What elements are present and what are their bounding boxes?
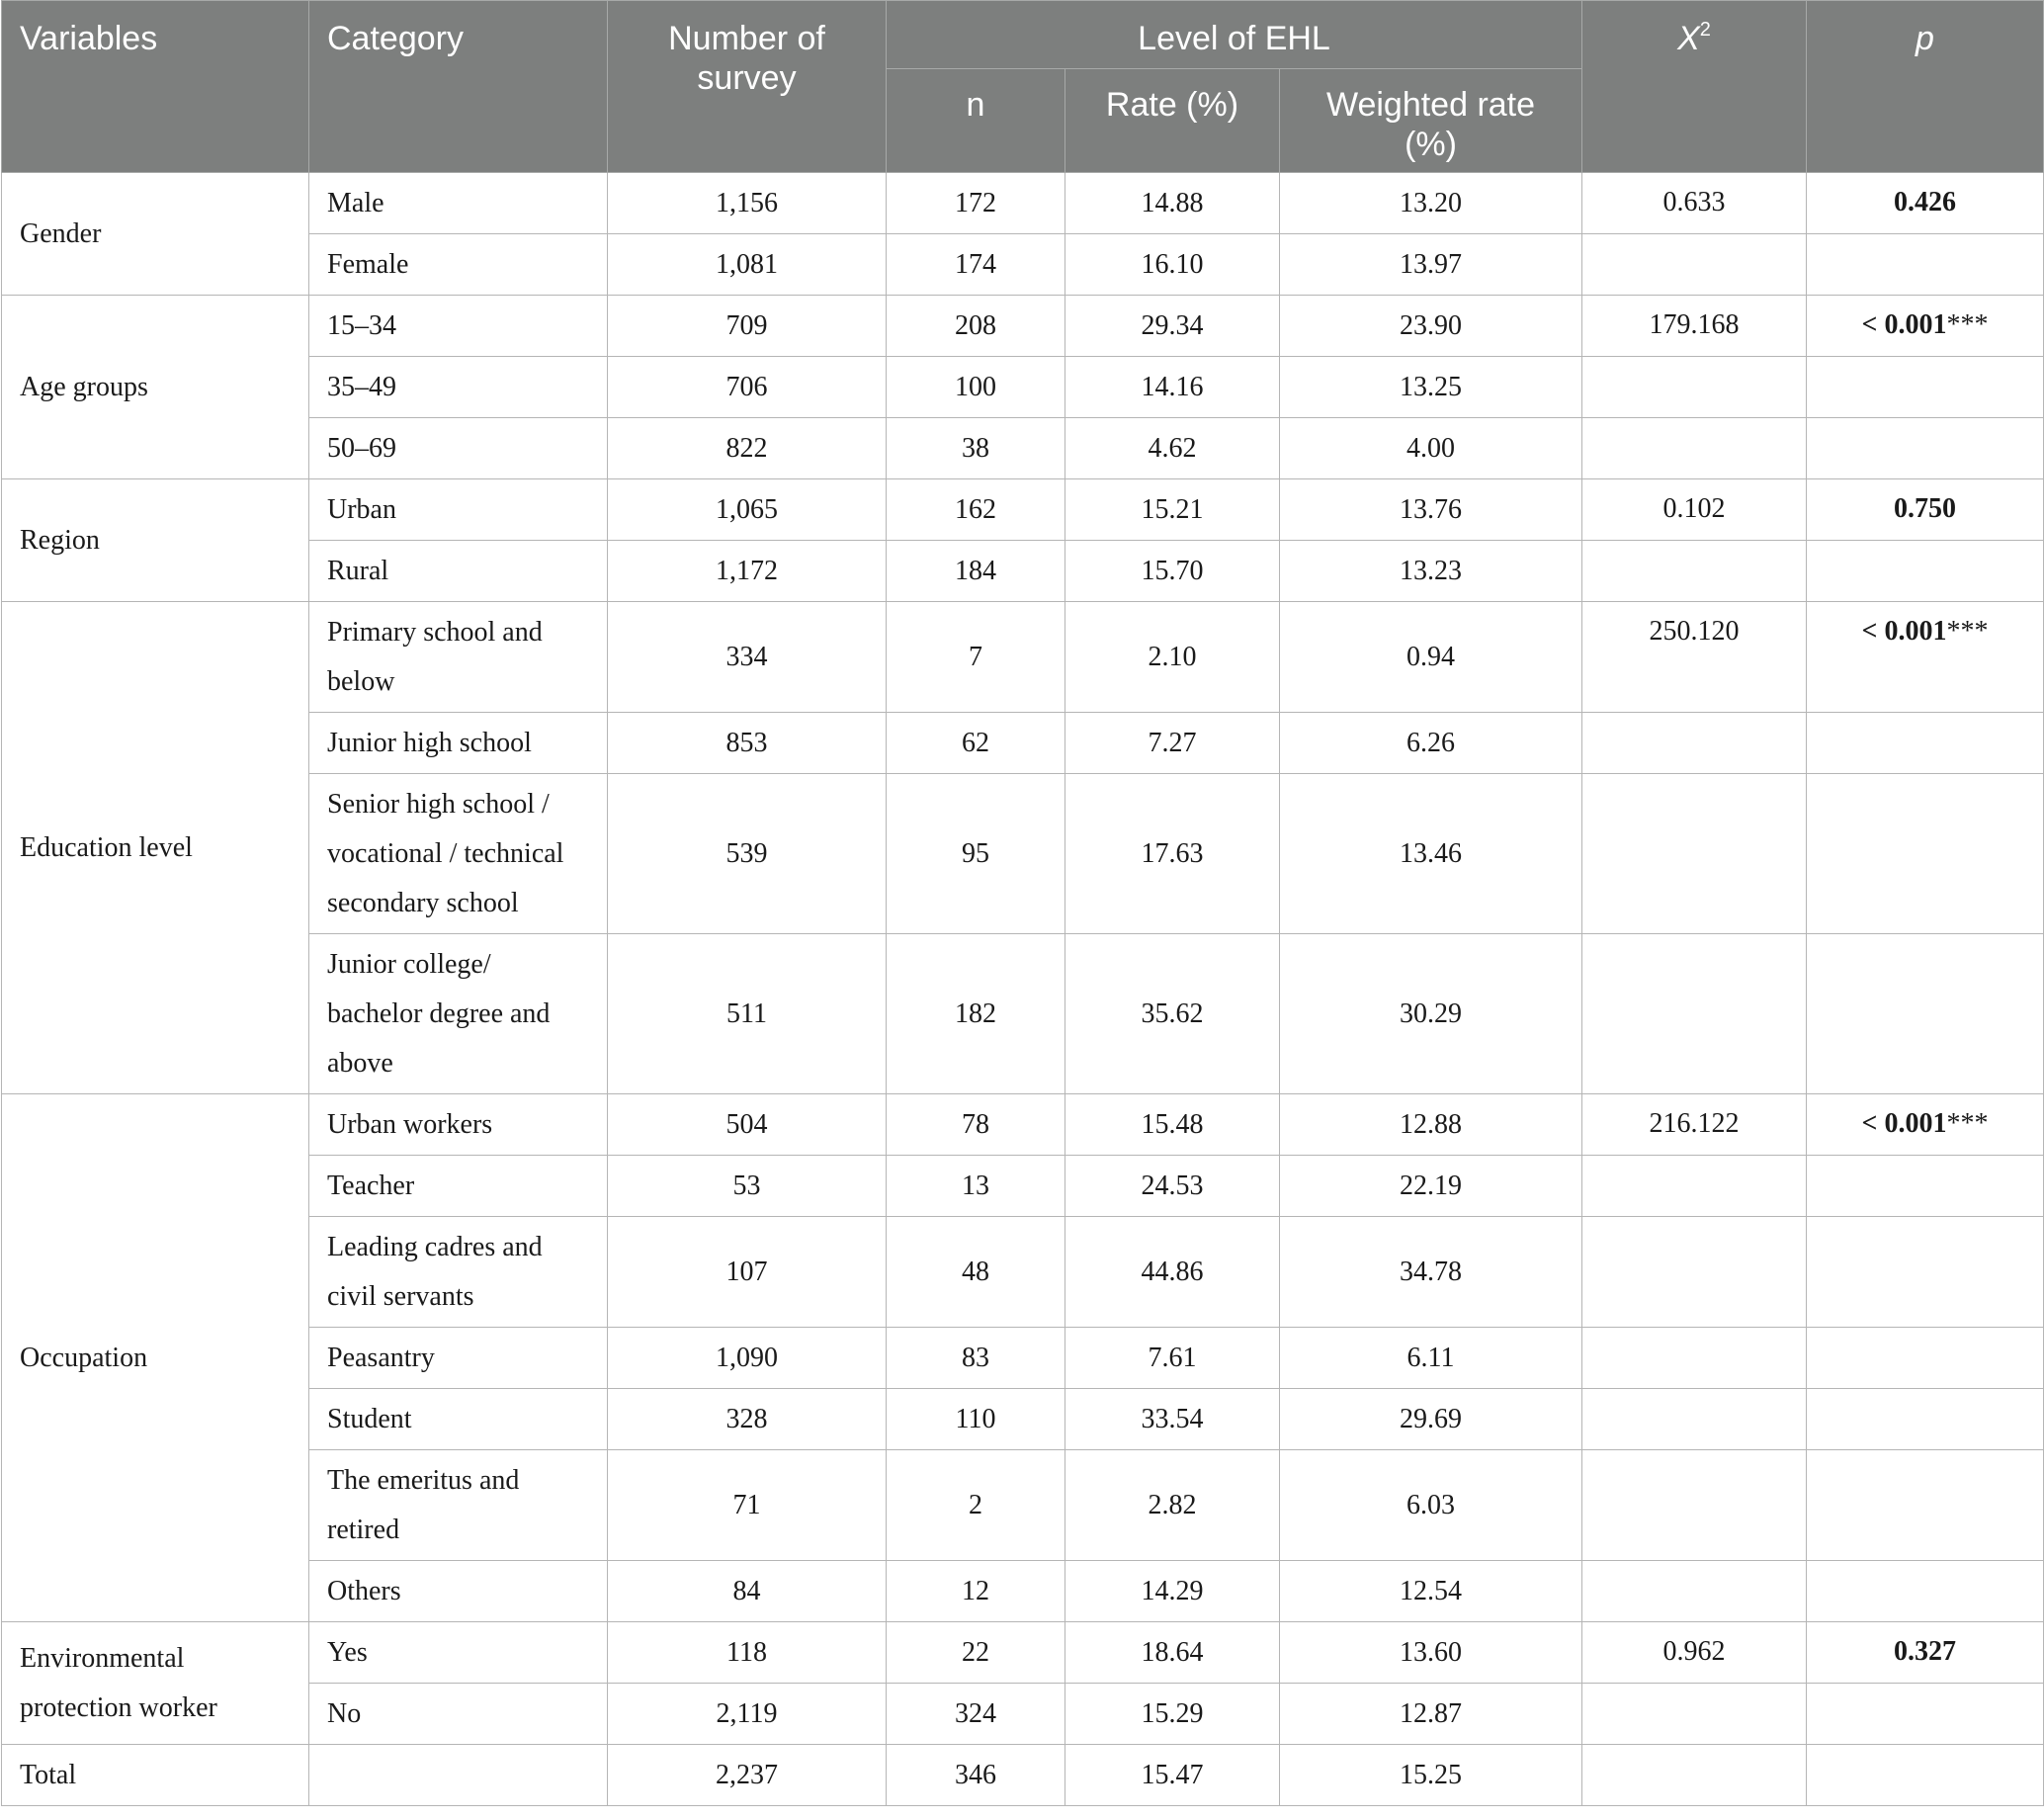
chi-square-cell: 0.633	[1582, 173, 1807, 234]
ehl-n-cell: 62	[887, 713, 1065, 774]
empty-cell	[1807, 1389, 2044, 1450]
ehl-n-cell: 83	[887, 1328, 1065, 1389]
p-value-cell	[1807, 1622, 2044, 1684]
col-header-level-of-ehl: Level of EHL	[887, 1, 1582, 69]
total-survey-cell: 2,237	[608, 1745, 887, 1806]
empty-cell	[1582, 934, 1807, 1094]
survey-count-cell: 1,156	[608, 173, 887, 234]
category-cell: Student	[309, 1389, 608, 1450]
empty-cell	[1582, 1561, 1807, 1622]
category-cell: Others	[309, 1561, 608, 1622]
table-row	[2, 1094, 2044, 1156]
ehl-n-cell: 2	[887, 1450, 1065, 1561]
empty-cell	[1807, 934, 2044, 1094]
survey-count-cell: 334	[608, 602, 887, 713]
ehl-rate-cell: 15.70	[1065, 541, 1280, 602]
chi-square-cell: 179.168	[1582, 296, 1807, 357]
empty-cell	[1807, 1745, 2044, 1806]
table-row	[2, 1622, 2044, 1684]
category-cell: Rural	[309, 541, 608, 602]
table-header	[2, 1, 2044, 173]
chi-square-cell: 216.122	[1582, 1094, 1807, 1156]
ehl-n-cell: 172	[887, 173, 1065, 234]
survey-count-cell: 822	[608, 418, 887, 479]
ehl-n-cell: 13	[887, 1156, 1065, 1217]
empty-cell	[1807, 1328, 2044, 1389]
p-value-cell	[1807, 296, 2044, 357]
category-cell: Urban workers	[309, 1094, 608, 1156]
col-header-p: p	[1807, 1, 2044, 173]
ehl-rate-cell: 14.88	[1065, 173, 1280, 234]
category-cell: Leading cadres and civil servants	[309, 1217, 608, 1328]
category-cell: Primary school and below	[309, 602, 608, 713]
empty-cell	[1807, 1217, 2044, 1328]
weighted-rate-cell: 12.88	[1280, 1094, 1582, 1156]
variable-cell: Gender	[2, 173, 309, 296]
category-cell: Yes	[309, 1622, 608, 1684]
category-cell: 35–49	[309, 357, 608, 418]
ehl-n-cell: 110	[887, 1389, 1065, 1450]
category-cell: Female	[309, 234, 608, 296]
survey-count-cell: 709	[608, 296, 887, 357]
variable-cell: Education level	[2, 602, 309, 1094]
ehl-rate-cell: 2.10	[1065, 602, 1280, 713]
survey-count-cell: 107	[608, 1217, 887, 1328]
ehl-n-cell: 78	[887, 1094, 1065, 1156]
empty-cell	[1807, 1561, 2044, 1622]
empty-cell	[1807, 418, 2044, 479]
table-body	[2, 173, 2044, 1806]
survey-count-cell: 1,065	[608, 479, 887, 541]
ehl-rate-cell: 16.10	[1065, 234, 1280, 296]
ehl-rate-cell: 15.48	[1065, 1094, 1280, 1156]
survey-count-cell: 853	[608, 713, 887, 774]
empty-cell	[1807, 1156, 2044, 1217]
ehl-rate-cell: 15.21	[1065, 479, 1280, 541]
col-header-rate: Rate (%)	[1065, 69, 1280, 173]
ehl-rate-cell: 7.27	[1065, 713, 1280, 774]
col-header-number-of-survey: Number of survey	[608, 1, 887, 173]
ehl-n-cell: 22	[887, 1622, 1065, 1684]
weighted-rate-cell: 13.97	[1280, 234, 1582, 296]
ehl-n-cell: 324	[887, 1684, 1065, 1745]
ehl-rate-cell: 14.29	[1065, 1561, 1280, 1622]
survey-count-cell: 1,081	[608, 234, 887, 296]
empty-cell	[1582, 418, 1807, 479]
p-value-text: 0.327	[1894, 1636, 1957, 1667]
category-cell: 15–34	[309, 296, 608, 357]
chi-square-cell: 0.962	[1582, 1622, 1807, 1684]
significance-stars: ***	[1946, 309, 1989, 340]
survey-count-cell: 1,172	[608, 541, 887, 602]
weighted-rate-cell: 12.87	[1280, 1684, 1582, 1745]
p-value-text: < 0.001	[1861, 616, 1947, 647]
significance-stars: ***	[1946, 1108, 1989, 1139]
ehl-rate-cell: 24.53	[1065, 1156, 1280, 1217]
ehl-rate-cell: 14.16	[1065, 357, 1280, 418]
empty-cell	[1582, 713, 1807, 774]
empty-cell	[1582, 1450, 1807, 1561]
empty-cell	[1807, 1684, 2044, 1745]
ehl-rate-cell: 44.86	[1065, 1217, 1280, 1328]
ehl-n-cell: 182	[887, 934, 1065, 1094]
empty-cell	[1807, 713, 2044, 774]
empty-cell	[1582, 1217, 1807, 1328]
empty-cell	[1807, 357, 2044, 418]
empty-cell	[1807, 234, 2044, 296]
category-cell: Teacher	[309, 1156, 608, 1217]
col-header-n: n	[887, 69, 1065, 173]
table-row	[2, 296, 2044, 357]
empty-cell	[1807, 774, 2044, 934]
ehl-n-cell: 95	[887, 774, 1065, 934]
total-category-cell	[309, 1745, 608, 1806]
weighted-rate-cell: 6.11	[1280, 1328, 1582, 1389]
weighted-rate-cell: 0.94	[1280, 602, 1582, 713]
survey-count-cell: 2,119	[608, 1684, 887, 1745]
empty-cell	[1582, 1745, 1807, 1806]
survey-count-cell: 84	[608, 1561, 887, 1622]
category-cell: Urban	[309, 479, 608, 541]
empty-cell	[1582, 774, 1807, 934]
chi-square-cell: 250.120	[1582, 602, 1807, 713]
category-cell: The emeritus and retired	[309, 1450, 608, 1561]
empty-cell	[1582, 1684, 1807, 1745]
ehl-rate-cell: 29.34	[1065, 296, 1280, 357]
ehl-n-cell: 162	[887, 479, 1065, 541]
variable-cell: Age groups	[2, 296, 309, 479]
weighted-rate-cell: 13.76	[1280, 479, 1582, 541]
significance-stars: ***	[1946, 616, 1989, 647]
survey-count-cell: 328	[608, 1389, 887, 1450]
weighted-rate-cell: 13.25	[1280, 357, 1582, 418]
p-value-text: 0.750	[1894, 493, 1957, 524]
survey-count-cell: 539	[608, 774, 887, 934]
weighted-rate-cell: 34.78	[1280, 1217, 1582, 1328]
p-value-cell	[1807, 173, 2044, 234]
weighted-rate-cell: 13.20	[1280, 173, 1582, 234]
empty-cell	[1582, 541, 1807, 602]
empty-cell	[1582, 1328, 1807, 1389]
table-row	[2, 173, 2044, 234]
variable-cell: Region	[2, 479, 309, 602]
total-n-cell: 346	[887, 1745, 1065, 1806]
survey-count-cell: 53	[608, 1156, 887, 1217]
ehl-table	[1, 0, 2044, 1806]
col-header-weighted-rate: Weighted rate (%)	[1280, 69, 1582, 173]
total-row	[2, 1745, 2044, 1806]
weighted-rate-cell: 22.19	[1280, 1156, 1582, 1217]
empty-cell	[1582, 1156, 1807, 1217]
weighted-rate-cell: 13.60	[1280, 1622, 1582, 1684]
p-value-cell	[1807, 602, 2044, 713]
survey-count-cell: 511	[608, 934, 887, 1094]
weighted-rate-cell: 13.46	[1280, 774, 1582, 934]
survey-count-cell: 504	[608, 1094, 887, 1156]
table-row	[2, 479, 2044, 541]
category-cell: Senior high school / vocational / technical secondary school	[309, 774, 608, 934]
variable-cell: Environmental protection worker	[2, 1622, 309, 1745]
ehl-n-cell: 12	[887, 1561, 1065, 1622]
chi-square-superscript: 2	[1699, 19, 1711, 41]
total-rate-cell: 15.47	[1065, 1745, 1280, 1806]
category-cell: 50–69	[309, 418, 608, 479]
total-weighted-cell: 15.25	[1280, 1745, 1582, 1806]
chi-square-cell: 0.102	[1582, 479, 1807, 541]
ehl-rate-cell: 35.62	[1065, 934, 1280, 1094]
p-value-text: < 0.001	[1861, 309, 1947, 340]
ehl-n-cell: 38	[887, 418, 1065, 479]
ehl-n-cell: 100	[887, 357, 1065, 418]
survey-count-cell: 706	[608, 357, 887, 418]
weighted-rate-cell: 30.29	[1280, 934, 1582, 1094]
empty-cell	[1582, 357, 1807, 418]
ehl-n-cell: 174	[887, 234, 1065, 296]
col-header-variables: Variables	[2, 1, 309, 173]
weighted-rate-cell: 13.23	[1280, 541, 1582, 602]
weighted-rate-cell: 4.00	[1280, 418, 1582, 479]
weighted-rate-cell: 6.03	[1280, 1450, 1582, 1561]
ehl-n-cell: 48	[887, 1217, 1065, 1328]
ehl-rate-cell: 33.54	[1065, 1389, 1280, 1450]
variable-cell: Occupation	[2, 1094, 309, 1622]
category-cell: Peasantry	[309, 1328, 608, 1389]
chi-square-symbol: X	[1677, 20, 1700, 57]
ehl-rate-cell: 2.82	[1065, 1450, 1280, 1561]
empty-cell	[1807, 541, 2044, 602]
empty-cell	[1582, 1389, 1807, 1450]
survey-count-cell: 1,090	[608, 1328, 887, 1389]
ehl-rate-cell: 17.63	[1065, 774, 1280, 934]
ehl-n-cell: 7	[887, 602, 1065, 713]
ehl-rate-cell: 4.62	[1065, 418, 1280, 479]
p-value-cell	[1807, 479, 2044, 541]
col-header-category: Category	[309, 1, 608, 173]
category-cell: Male	[309, 173, 608, 234]
category-cell: No	[309, 1684, 608, 1745]
ehl-rate-cell: 7.61	[1065, 1328, 1280, 1389]
ehl-rate-cell: 15.29	[1065, 1684, 1280, 1745]
ehl-rate-cell: 18.64	[1065, 1622, 1280, 1684]
ehl-n-cell: 184	[887, 541, 1065, 602]
category-cell: Junior college/ bachelor degree and above	[309, 934, 608, 1094]
p-value-cell	[1807, 1094, 2044, 1156]
weighted-rate-cell: 23.90	[1280, 296, 1582, 357]
survey-count-cell: 71	[608, 1450, 887, 1561]
empty-cell	[1807, 1450, 2044, 1561]
ehl-n-cell: 208	[887, 296, 1065, 357]
weighted-rate-cell: 6.26	[1280, 713, 1582, 774]
empty-cell	[1582, 234, 1807, 296]
col-header-chi-square	[1582, 1, 1807, 173]
weighted-rate-cell: 12.54	[1280, 1561, 1582, 1622]
p-value-text: 0.426	[1894, 187, 1957, 217]
p-value-text: < 0.001	[1861, 1108, 1947, 1139]
category-cell: Junior high school	[309, 713, 608, 774]
weighted-rate-cell: 29.69	[1280, 1389, 1582, 1450]
survey-count-cell: 118	[608, 1622, 887, 1684]
table-row	[2, 602, 2044, 713]
total-label-cell: Total	[2, 1745, 309, 1806]
